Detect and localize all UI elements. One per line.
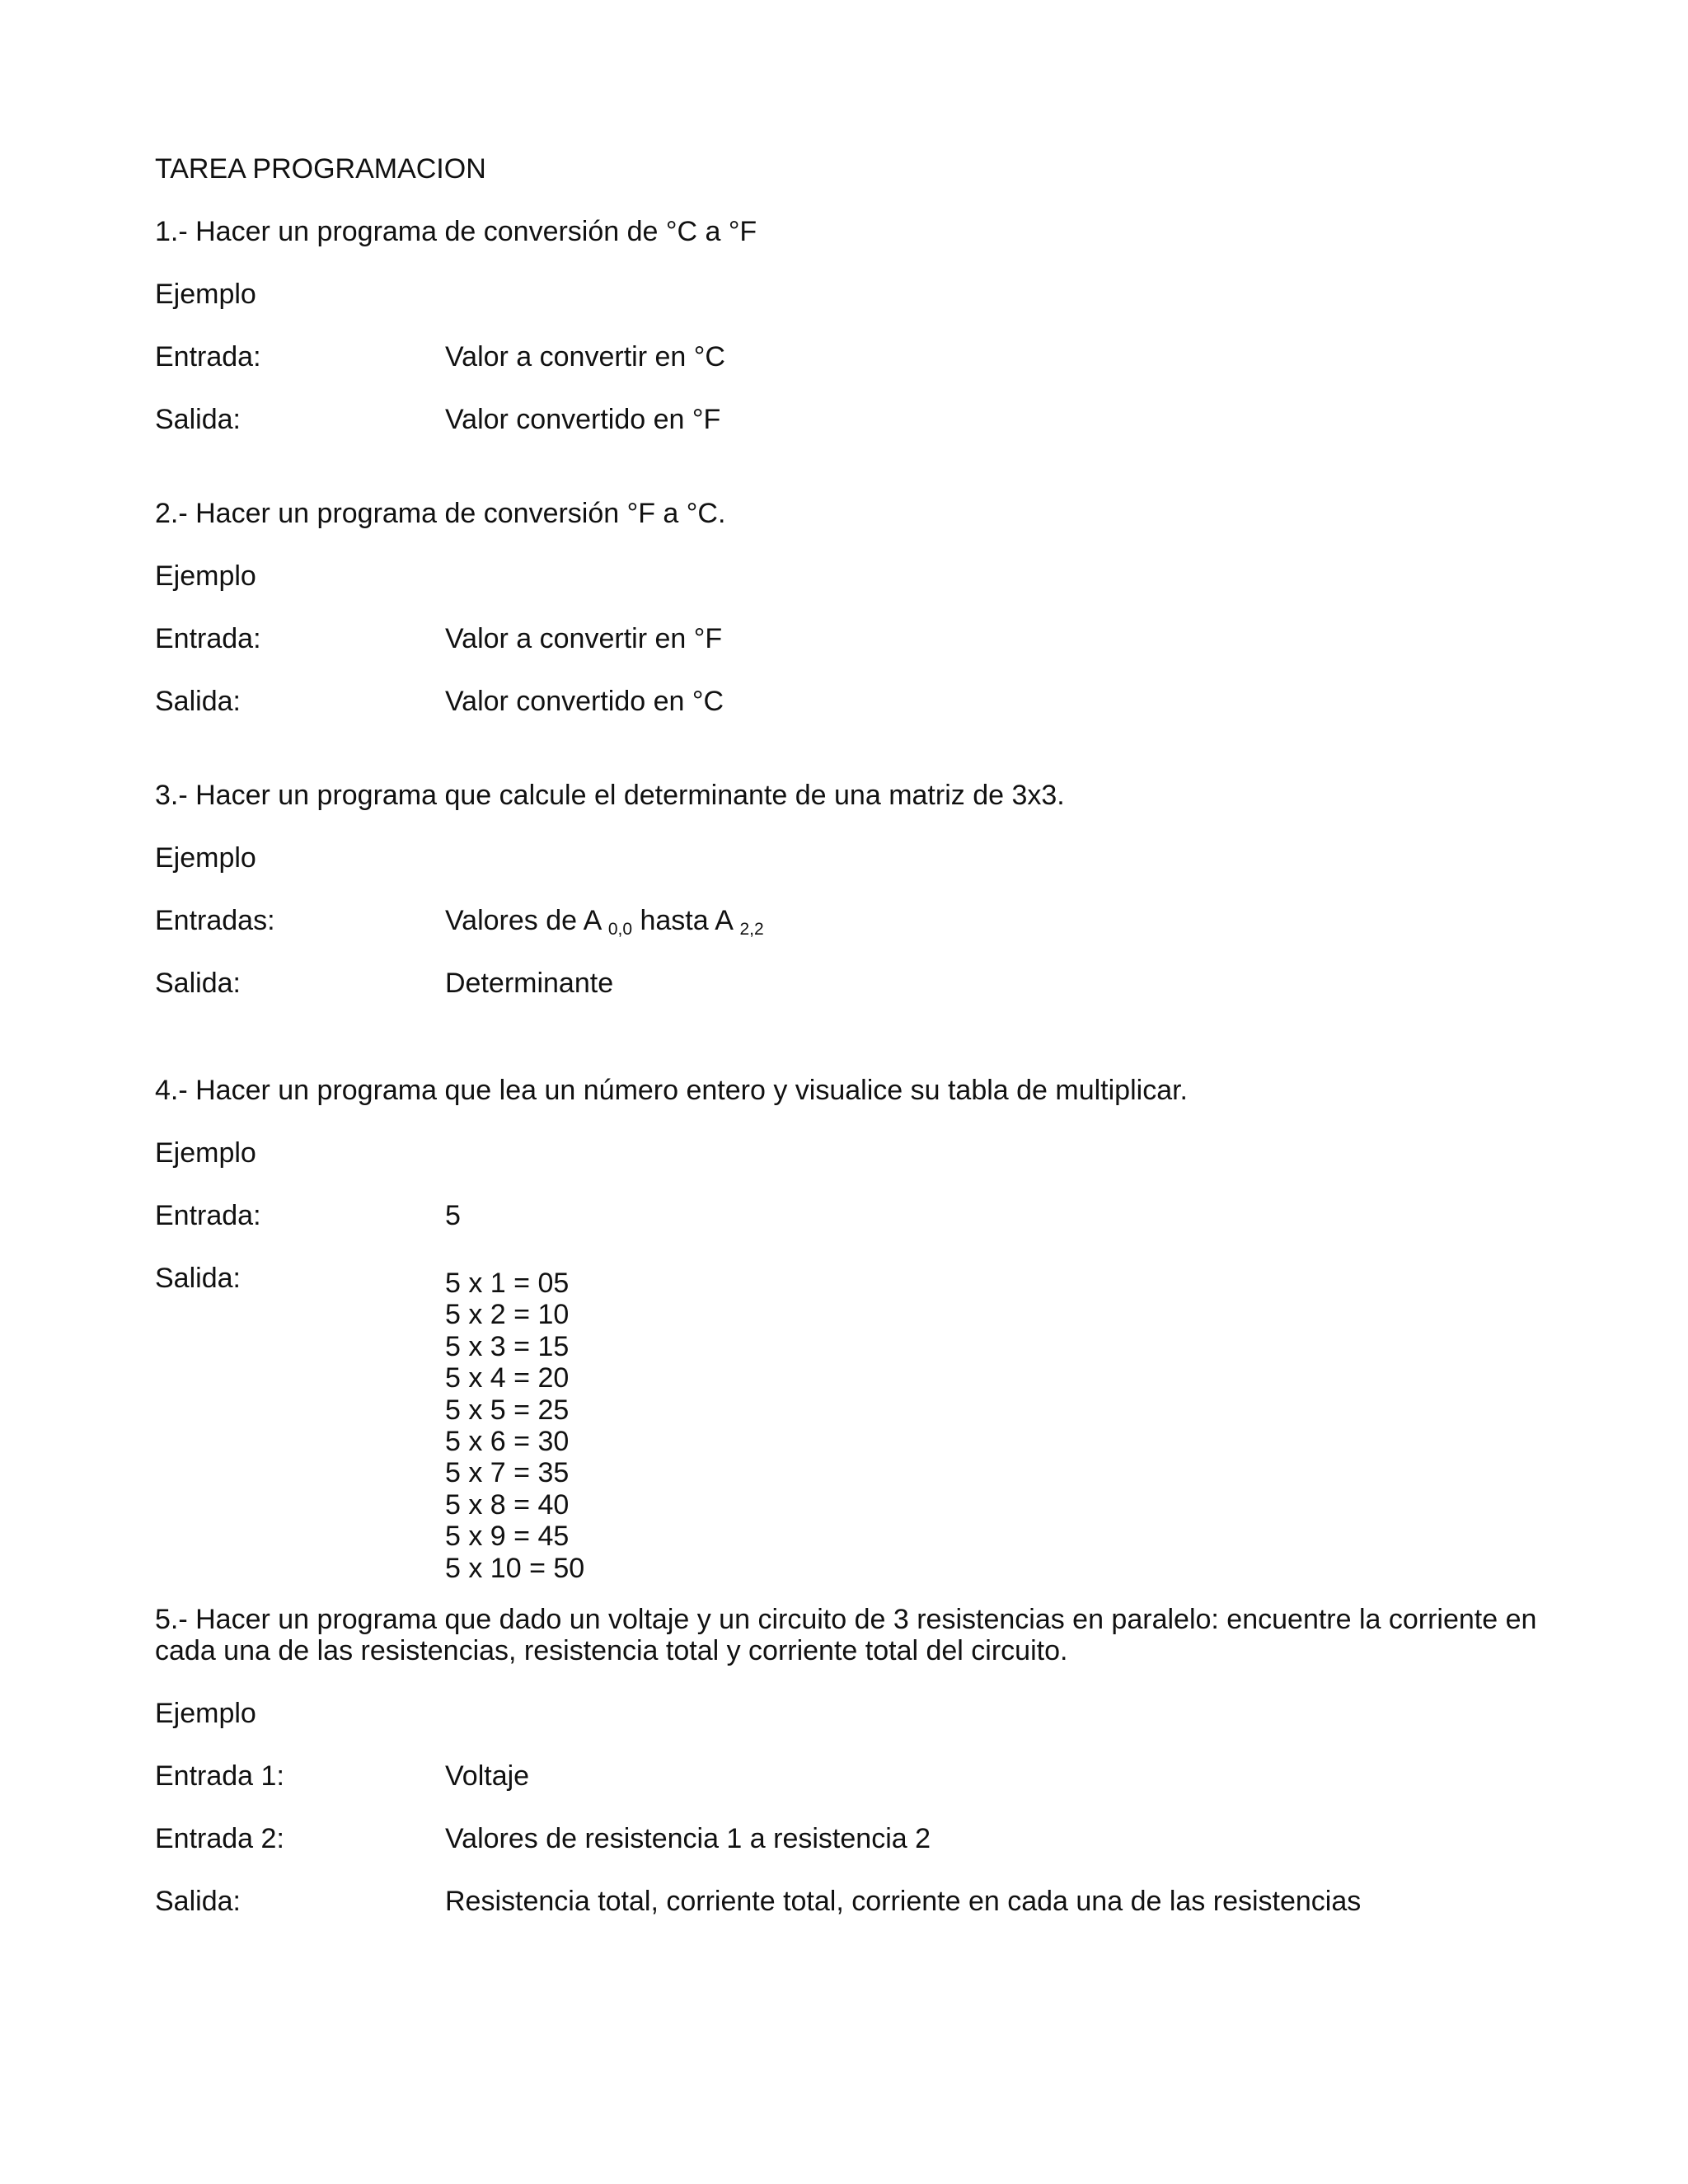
- q3-output-value: Determinante: [445, 968, 614, 999]
- q3-input-value: [445, 905, 764, 939]
- table-row: 5 x 8 = 40: [445, 1488, 570, 1521]
- q4-heading: 4.- Hacer un programa que lea un número entero y visualice su tabla de multiplicar.: [155, 1075, 1189, 1106]
- document-title: TAREA PROGRAMACION: [155, 153, 486, 185]
- q3-input-text-a: Valores de A: [445, 905, 608, 936]
- q3-output-label: Salida:: [155, 968, 241, 999]
- q3-subscript-start: 0,0: [607, 920, 633, 939]
- q5-input2-label: Entrada 2:: [155, 1823, 284, 1854]
- q1-output-label: Salida:: [155, 404, 241, 435]
- table-row: 5 x 6 = 30: [445, 1426, 570, 1458]
- q1-output-value: Valor convertido en °F: [445, 404, 721, 435]
- q4-example-label: Ejemplo: [155, 1137, 256, 1169]
- q3-subscript-end: 2,2: [739, 920, 764, 939]
- q1-input-value: Valor a convertir en °C: [445, 341, 725, 373]
- q3-example-label: Ejemplo: [155, 842, 256, 874]
- table-row: 5 x 2 = 10: [445, 1299, 570, 1331]
- q3-heading: 3.- Hacer un programa que calcule el determinante de una matriz de 3x3.: [155, 780, 1065, 811]
- q4-input-value: 5: [445, 1200, 461, 1231]
- q2-example-label: Ejemplo: [155, 560, 256, 592]
- q1-example-label: Ejemplo: [155, 279, 256, 310]
- table-row: 5 x 1 = 05: [445, 1268, 570, 1299]
- q5-input2-value: Valores de resistencia 1 a resistencia 2: [445, 1823, 931, 1854]
- q2-heading: 2.- Hacer un programa de conversión °F a °C.: [155, 498, 726, 529]
- q3-input-text-b: hasta A: [632, 905, 740, 936]
- table-row: 5 x 7 = 35: [445, 1457, 570, 1489]
- q2-input-label: Entrada:: [155, 623, 261, 654]
- table-row: 5 x 4 = 20: [445, 1362, 570, 1394]
- multiplication-table: [445, 1268, 584, 1584]
- q5-input1-label: Entrada 1:: [155, 1760, 284, 1792]
- q4-input-label: Entrada:: [155, 1200, 261, 1231]
- q1-input-label: Entrada:: [155, 341, 261, 373]
- q1-heading: 1.- Hacer un programa de conversión de °C a °F: [155, 216, 757, 247]
- table-row: 5 x 10 = 50: [445, 1552, 585, 1584]
- table-row: 5 x 9 = 45: [445, 1521, 570, 1553]
- q4-output-label: Salida:: [155, 1263, 241, 1294]
- q5-output-label: Salida:: [155, 1886, 241, 1917]
- q5-heading: 5.- Hacer un programa que dado un voltaje y un circuito de 3 resistencias en paralelo: encuentre la corriente en cada una de las resistencias, resistencia total y corriente total del circuito.: [155, 1604, 1537, 1666]
- q5-example-label: Ejemplo: [155, 1698, 256, 1729]
- q2-output-label: Salida:: [155, 686, 241, 717]
- q2-input-value: Valor a convertir en °F: [445, 623, 723, 654]
- q2-output-value: Valor convertido en °C: [445, 686, 724, 717]
- q3-input-label: Entradas:: [155, 905, 275, 936]
- q5-input1-value: Voltaje: [445, 1760, 530, 1792]
- table-row: 5 x 3 = 15: [445, 1330, 570, 1362]
- q5-output-value: Resistencia total, corriente total, corriente en cada una de las resistencias: [445, 1886, 1362, 1917]
- table-row: 5 x 5 = 25: [445, 1394, 570, 1426]
